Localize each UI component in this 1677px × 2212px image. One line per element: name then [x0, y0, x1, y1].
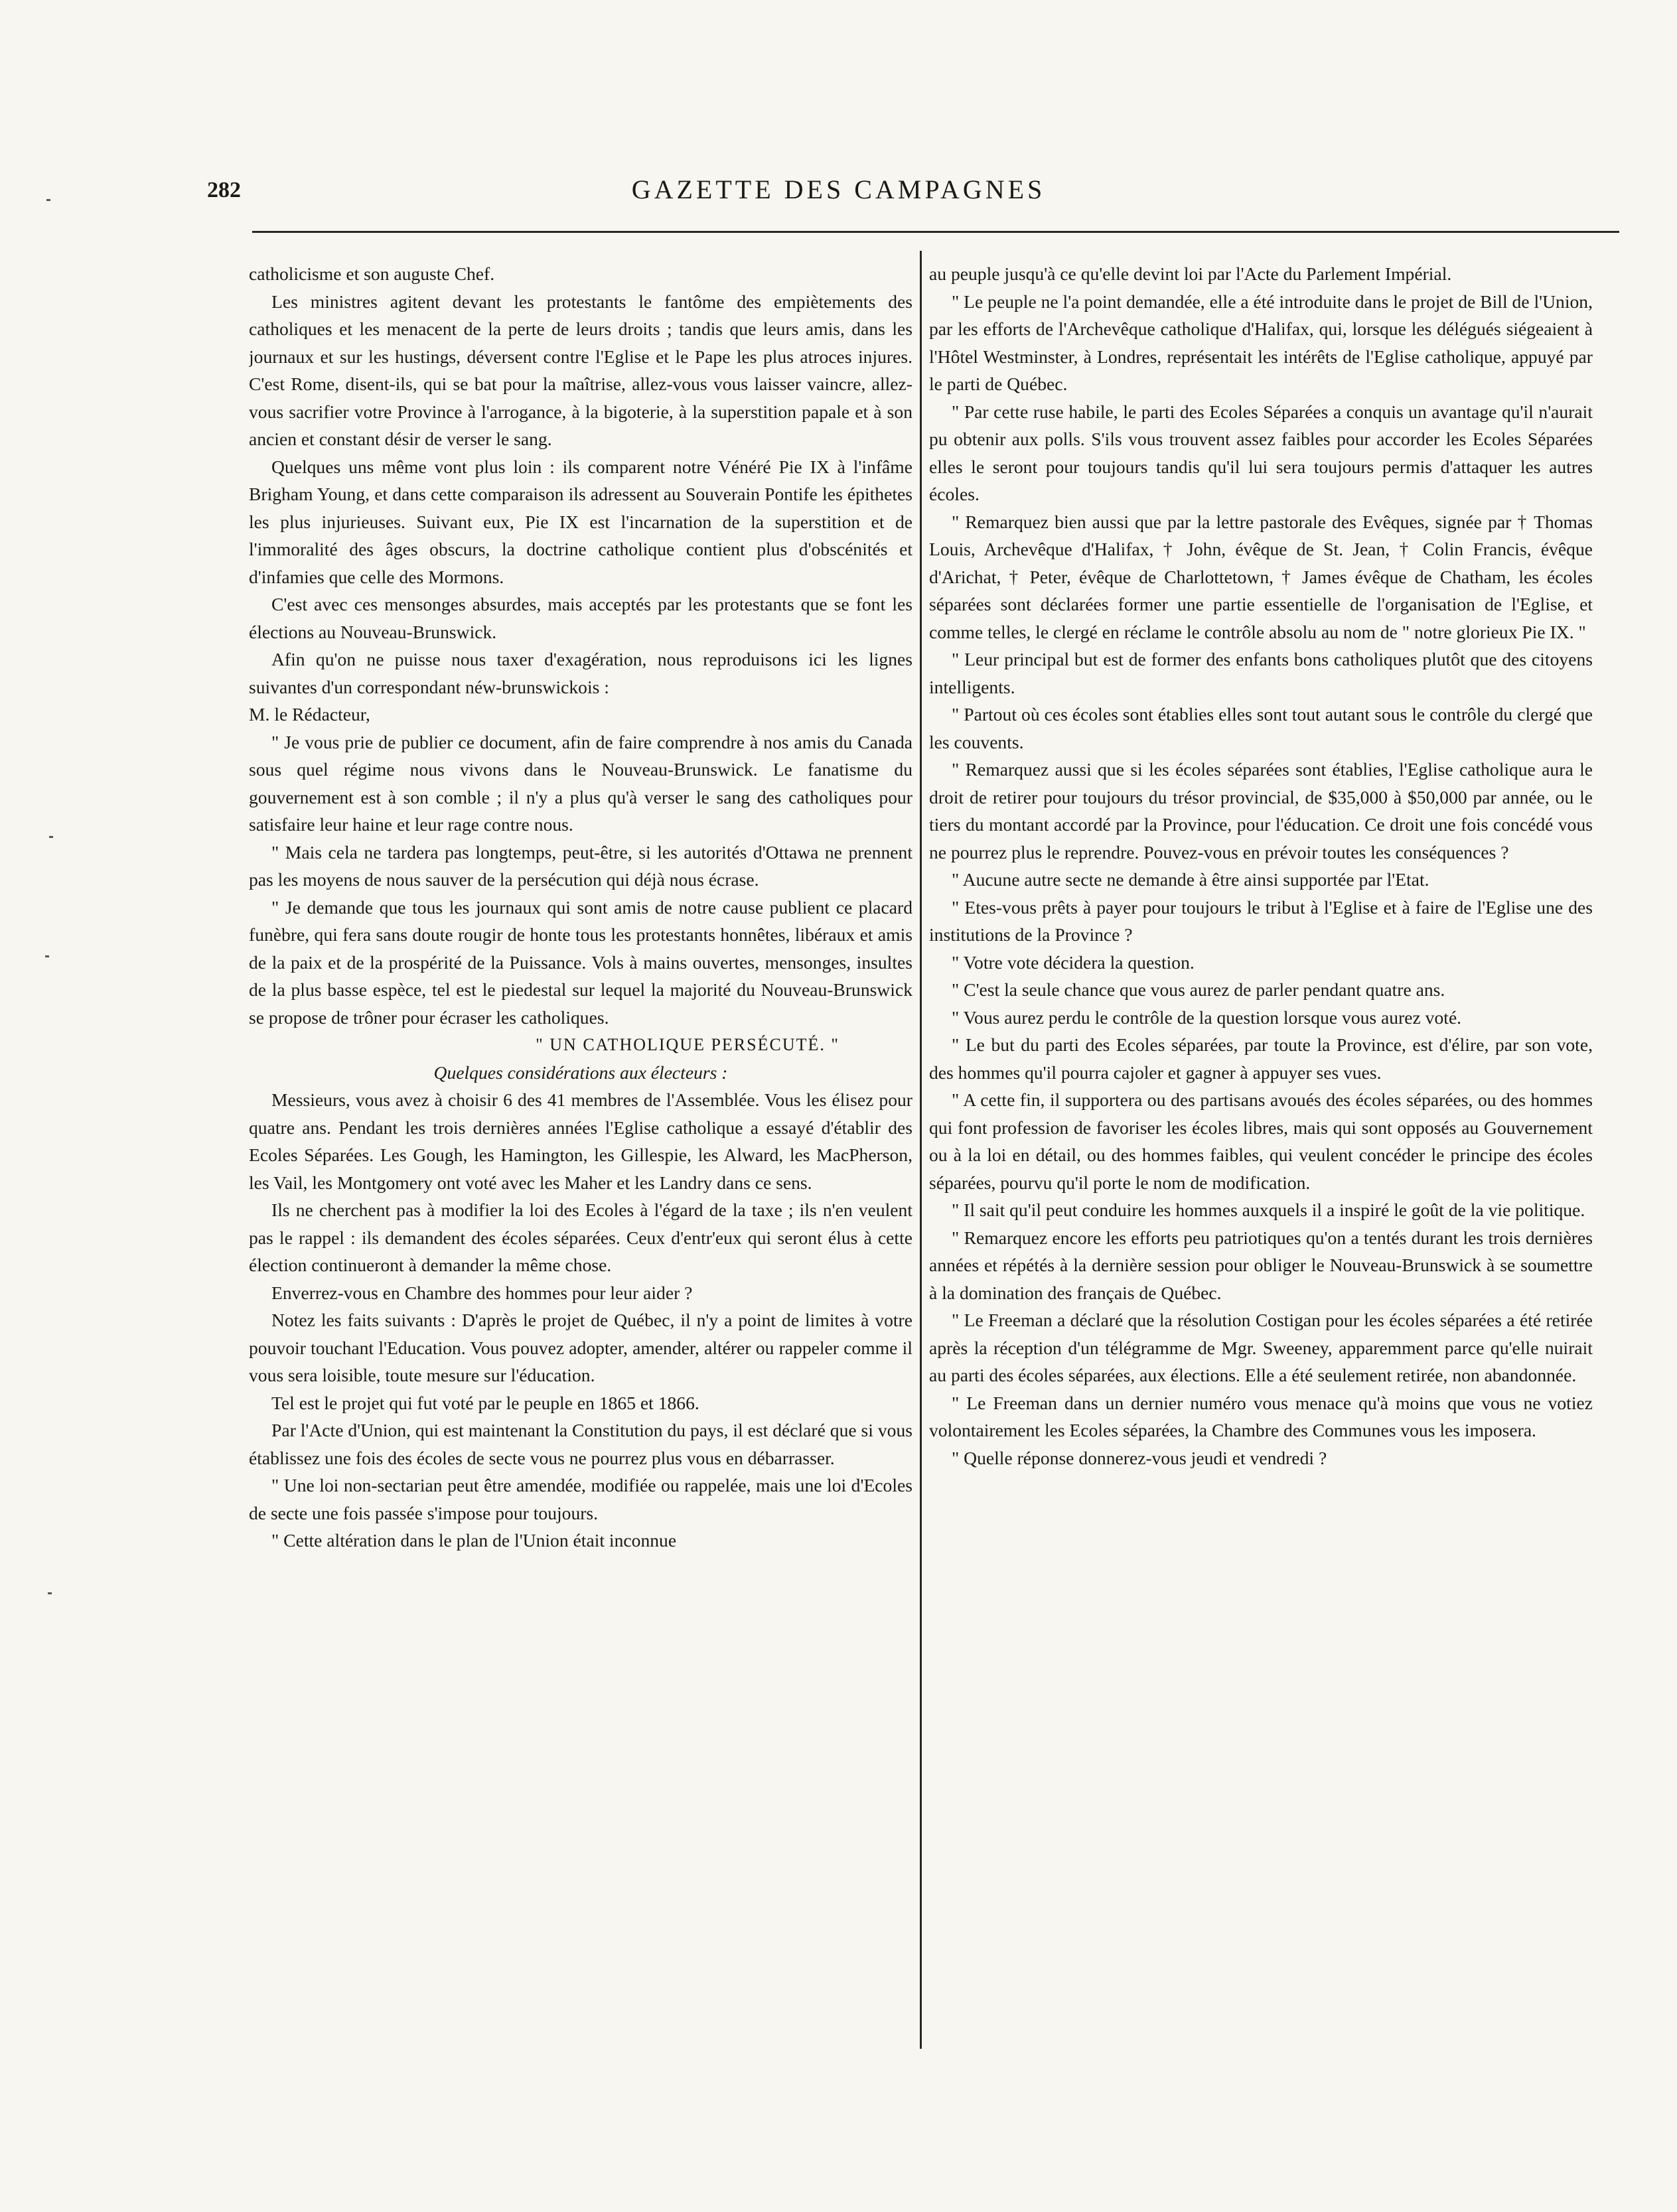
paragraph: " Il sait qu'il peut conduire les hommes auxquels il a inspiré le goût de la vie politique.: [952, 1200, 1585, 1220]
paragraph: " Vous aurez perdu le contrôle de la question lorsque vous aurez voté.: [952, 1006, 1462, 1028]
salutation: M. le Rédacteur,: [249, 704, 370, 725]
paragraph: Tel est le projet qui fut voté par le peuple en 1865 et 1866.: [271, 1392, 699, 1413]
paragraph: " Le but du parti des Ecoles séparées, par toute la Province, est d'élire, par son vote, des hommes qu'il pourra cajoler et gagner à appuyer ses vues.: [929, 1034, 1593, 1083]
paragraph: " C'est la seule chance que vous aurez de parler pendant quatre ans.: [952, 979, 1445, 1000]
paragraph: " A cette fin, il supportera ou des partisans avoués des écoles séparées, ou des hommes qui font profession de favoriser les écoles libres, mais qui sont opposés au Gouvernement ou à la loi en détail, ou des hommes faibles, qui veulent concéder le principe des écoles séparées, pourvu qu'il porte le nom de modification.: [929, 1089, 1593, 1193]
paragraph: " Le Freeman dans un dernier numéro vous menace qu'à moins que vous ne votiez volontairement les Ecoles séparées, la Chambre des Communes vous les imposera.: [929, 1392, 1593, 1440]
column-divider: [920, 251, 922, 2049]
paragraph: " Une loi non-sectarian peut être amendée, modifiée ou rappelée, mais une loi d'Ecoles de secte une fois passée s'impose pour toujours.: [249, 1475, 912, 1523]
paragraph: Les ministres agitent devant les protestants le fantôme des empiètements des catholiques et les menacent de la perte de leurs droits ; tandis que leurs amis, dans les journaux et sur les hustings, déversent contre l'Eglise et le Pape les plus atroces injures. C'est Rome, disent-ils, qui se bat pour la maîtrise, allez-vous vous laisser vaincre, allez-vous sacrifier votre Province à l'arrogance, à la bigoterie, à la superstition papale et à son ancien et constant désir de verser le sang.: [249, 291, 912, 449]
header-rule: [252, 231, 1619, 233]
paragraph: " Aucune autre secte ne demande à être ainsi supportée par l'Etat.: [952, 869, 1429, 890]
paragraph: " Mais cela ne tardera pas longtemps, peut-être, si les autorités d'Ottawa ne prennent pas les moyens de nous sauver de la persécution qui déjà nous écrase.: [249, 841, 912, 890]
paragraph: Afin qu'on ne puisse nous taxer d'exagération, nous reproduisons ici les lignes suivantes d'un correspondant néw-brunswickois :: [249, 649, 912, 697]
paragraph: Enverrez-vous en Chambre des hommes pour leur aider ?: [271, 1282, 693, 1303]
margin-speck: [45, 955, 49, 957]
paragraph: Messieurs, vous avez à choisir 6 des 41 membres de l'Assemblée. Vous les élisez pour quatre ans. Pendant les trois dernières années l'Eglise catholique a essayé d'établir des Ecoles Séparées. Les Gough, les Hamington, les Gillespie, les Alward, les MacPherson, les Vail, les Montgomery ont voté avec les Maher et les Landry dans ce sens.: [249, 1089, 912, 1193]
paragraph: " Par cette ruse habile, le parti des Ecoles Séparées a conquis un avantage qu'il n'aurait pu obtenir aux polls. S'ils vous trouvent assez faibles pour accorder les Ecoles Séparées elles le seront pour toujours tandis qu'il lui sera toujours permis d'attaquer les autres écoles.: [929, 401, 1593, 504]
paragraph: " Quelle réponse donnerez-vous jeudi et vendredi ?: [952, 1447, 1327, 1468]
running-title: GAZETTE DES CAMPAGNES: [631, 174, 1046, 204]
margin-speck: [49, 836, 53, 838]
margin-speck: [46, 199, 50, 201]
paragraph: Ils ne cherchent pas à modifier la loi des Ecoles à l'égard de la taxe ; ils n'en veulent pas le rappel : ils demandent des écoles séparées. Ceux d'entr'eux qui seront élus à cette élection continueront à demander la même chose.: [249, 1200, 912, 1275]
right-column: [929, 260, 1593, 2058]
section-heading: Quelques considérations aux électeurs :: [433, 1062, 728, 1083]
left-column: [249, 260, 912, 2058]
paragraph: Quelques uns même vont plus loin : ils comparent notre Vénéré Pie IX à l'infâme Brigham Young, et dans cette comparaison ils adressent au Souverain Pontife les épithetes les plus injurieuses. Suivant eux, Pie IX est l'incarnation de la superstition et de l'immoralité des âges obscurs, la doctrine catholique contient plus d'obscénités et d'infamies que celle des Mormons.: [249, 456, 912, 587]
paragraph: " Etes-vous prêts à payer pour toujours le tribut à l'Eglise et à faire de l'Eglise une des institutions de la Province ?: [929, 896, 1593, 945]
paragraph: " Votre vote décidera la question.: [952, 951, 1195, 973]
paragraph: catholicisme et son auguste Chef.: [249, 263, 495, 284]
paragraph: " Le peuple ne l'a point demandée, elle a été introduite dans le projet de Bill de l'Union, par les efforts de l'Archevêque catholique d'Halifax, qui, lorsque les délégués siégeaient à l'Hôtel Westminster, à Londres, représentait les intérêts de l'Eglise catholique, appuyé par le parti de Québec.: [929, 291, 1593, 394]
paragraph: au peuple jusqu'à ce qu'elle devint loi par l'Acte du Parlement Impérial.: [929, 263, 1452, 284]
paragraph: " Remarquez aussi que si les écoles séparées sont établies, l'Eglise catholique aura le droit de retirer pour toujours du trésor provincial, de $35,000 à $50,000 par année, ou le tiers du montant accordé par la Province, pour l'éducation. Ce droit une fois concédé vous ne pourrez plus le reprendre. Pouvez-vous en prévoir toutes les conséquences ?: [929, 759, 1593, 863]
paragraph: " Partout où ces écoles sont établies elles sont tout autant sous le contrôle du clergé que les couvents.: [929, 704, 1593, 752]
paragraph: " Le Freeman a déclaré que la résolution Costigan pour les écoles séparées a été retirée après la réception d'un télégramme de Mgr. Sweeney, apparemment parce qu'elle nuirait au parti des écoles séparées, aux élections. Elle a été seulement retirée, non abandonnée.: [929, 1310, 1593, 1385]
paragraph: " Leur principal but est de former des enfants bons catholiques plutôt que des citoyens intelligents.: [929, 649, 1593, 697]
paragraph: " Remarquez bien aussi que par la lettre pastorale des Evêques, signée par † Thomas Louis, Archevêque d'Halifax, † John, évêque de St. Jean, † Colin Francis, évêque d'Arichat, † Peter, évêque de Charlottetown, † James évêque de Chatham, les écoles séparées sont déclarées former une partie essentielle de l'organisation de l'Eglise, et comme telles, le clergé en réclame le contrôle absolu au nom de " notre glorieux Pie IX. ": [929, 511, 1593, 642]
paragraph: " Je demande que tous les journaux qui sont amis de notre cause publient ce placard funèbre, qui fera sans doute rougir de honte tous les protestants honnêtes, libéraux et amis de la paix et de la prospérité de la Puissance. Vols à mains ouvertes, mensonges, insultes de la plus basse espèce, tel est le piedestal sur lequel la majorité du Nouveau-Brunswick se propose de trôner pour écraser les catholiques.: [249, 896, 912, 1028]
page-number: 282: [207, 178, 241, 202]
paragraph: C'est avec ces mensonges absurdes, mais acceptés par les protestants que se font les élections au Nouveau-Brunswick.: [249, 594, 912, 642]
paragraph: Par l'Acte d'Union, qui est maintenant la Constitution du pays, il est déclaré que si vous établissez une fois des écoles de secte vous ne pourrez plus vous en débarrasser.: [249, 1420, 912, 1468]
signature: " UN CATHOLIQUE PERSÉCUTÉ. ": [536, 1035, 839, 1054]
margin-speck: [48, 1592, 52, 1594]
paragraph: " Remarquez encore les efforts peu patriotiques qu'on a tentés durant les trois dernières années et répétés à la dernière session pour obliger le Nouveau-Brunswick à se soumettre à la domination des français de Québec.: [929, 1227, 1593, 1303]
paragraph: " Je vous prie de publier ce document, afin de faire comprendre à nos amis du Canada sous quel régime nous vivons dans le Nouveau-Brunswick. Le fanatisme du gouvernement est à son comble ; il n'y a plus qu'à verser le sang des catholiques pour satisfaire leur haine et leur rage contre nous.: [249, 731, 912, 835]
paragraph: " Cette altération dans le plan de l'Union était inconnue: [271, 1530, 677, 1551]
paragraph: Notez les faits suivants : D'après le projet de Québec, il n'y a point de limites à votre pouvoir touchant l'Education. Vous pouvez adopter, amender, altérer ou rappeler comme il vous sera loisible, toute mesure sur l'éducation.: [249, 1310, 912, 1385]
